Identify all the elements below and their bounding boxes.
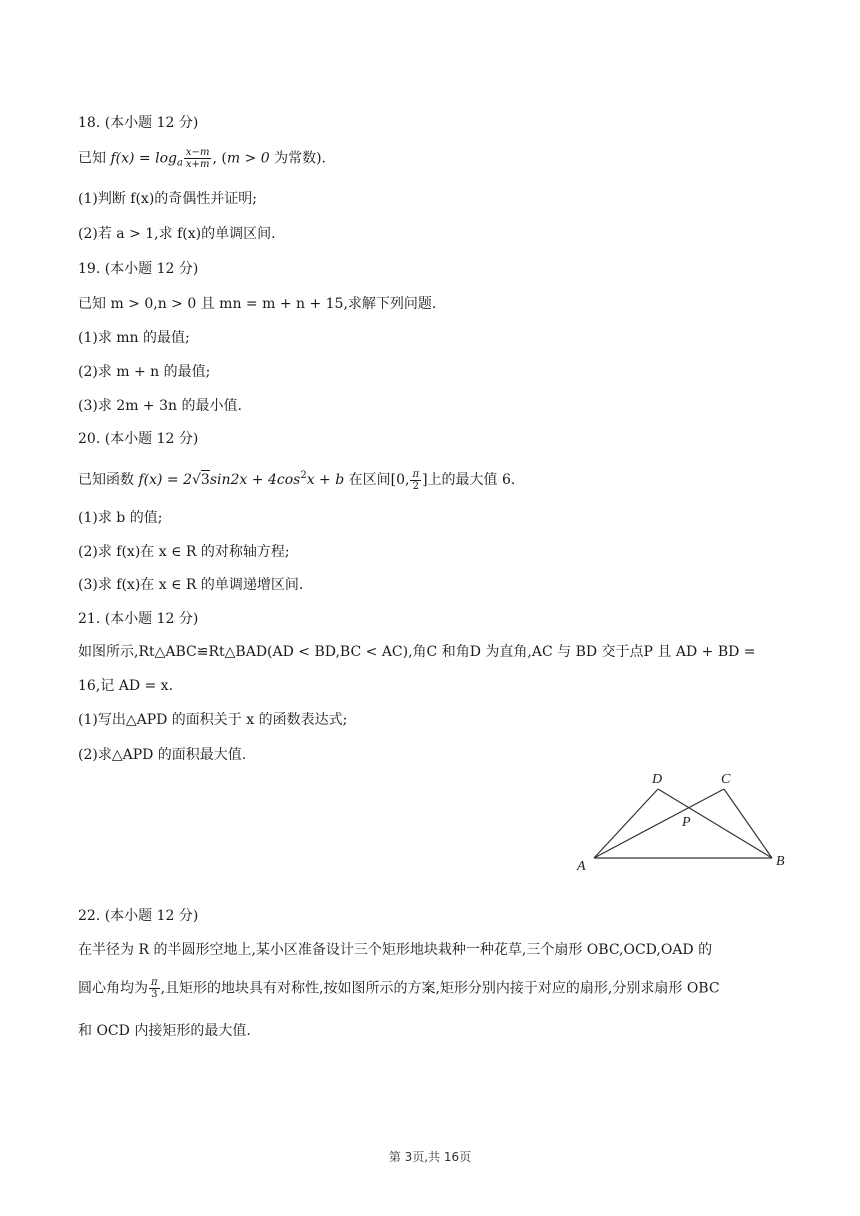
q18-part2: (2)若 a > 1,求 f(x)的单调区间. — [78, 226, 276, 242]
q21-triangle-svg — [570, 765, 795, 875]
q19-header: 19. (本小题 12 分) — [78, 261, 199, 277]
q22-statement-line3: 和 OCD 内接矩形的最大值. — [78, 1023, 251, 1039]
q20-header: 20. (本小题 12 分) — [78, 431, 199, 447]
q22-fraction-num: π — [151, 977, 158, 988]
q22-statement-line1: 在半径为 R 的半圆形空地上,某小区准备设计三个矩形地块栽种一种花草,三个扇形 OBC,OCD,OAD 的 — [78, 942, 713, 958]
label-B: B — [776, 854, 785, 869]
label-A: A — [577, 859, 586, 874]
line-DB — [658, 789, 772, 858]
q18-log-base: a — [176, 157, 183, 169]
q20-trig: sin2x + 4cos — [209, 472, 301, 488]
q22-header: 22. (本小题 12 分) — [78, 908, 199, 924]
q20-part3: (3)求 f(x)在 x ∈ R 的单调递增区间. — [78, 577, 304, 593]
q20-stmt-c: ]上的最大值 6. — [422, 472, 516, 488]
q20-rest: x + b — [306, 472, 345, 488]
q19-part1: (1)求 mn 的最值; — [78, 330, 190, 346]
page-footer: 第 3页,共 16页 — [388, 1150, 472, 1164]
q19-part3: (3)求 2m + 3n 的最小值. — [78, 398, 242, 414]
q21-part1: (1)写出△APD 的面积关于 x 的函数表达式; — [78, 712, 348, 728]
q18-statement — [78, 147, 326, 174]
q22-fraction-den: 3 — [151, 989, 158, 1000]
line-CB — [724, 789, 772, 858]
line-AD — [594, 789, 658, 858]
q20-sqrt-symbol: √ — [192, 472, 201, 488]
q20-fraction-den: 2 — [412, 480, 419, 492]
q21-statement-line1: 如图所示,Rt△ABC≌Rt△BAD(AD < BD,BC < AC),角C 和角D 为直角,AC 与 BD 交于点P 且 AD + BD = — [78, 644, 756, 660]
q20-function: f(x) = 2 — [138, 472, 192, 488]
q20-part2: (2)求 f(x)在 x ∈ R 的对称轴方程; — [78, 544, 290, 560]
q20-fraction-num: π — [412, 468, 420, 480]
q20-statement — [78, 466, 515, 492]
q20-part1: (1)求 b 的值; — [78, 510, 163, 526]
q18-stmt-a: 已知 — [78, 150, 111, 167]
q21-statement-line2: 16,记 AD = x. — [78, 678, 174, 694]
q18-header: 18. (本小题 12 分) — [78, 115, 199, 131]
q18-fraction — [184, 147, 212, 170]
q20-sqrt-arg: 3 — [200, 472, 210, 488]
q18-part1: (1)判断 f(x)的奇偶性并证明; — [78, 191, 257, 207]
q18-condition: m > 0 — [226, 150, 270, 167]
q18-function: f(x) = log — [110, 150, 177, 167]
q21-part2: (2)求△APD 的面积最大值. — [78, 747, 247, 763]
q18-fraction-den: x+m — [185, 159, 210, 170]
q19-part2: (2)求 m + n 的最值; — [78, 364, 211, 380]
q20-stmt-b: 在区间[0, — [344, 472, 410, 488]
line-AC — [594, 789, 724, 858]
label-P: P — [682, 815, 691, 830]
q20-stmt-a: 已知函数 — [78, 472, 139, 488]
q22-fraction — [149, 977, 160, 1000]
label-D: D — [652, 772, 663, 787]
q22-statement-line2 — [78, 977, 720, 1000]
q18-stmt-b: , ( — [212, 150, 227, 167]
q19-statement: 已知 m > 0,n > 0 且 mn = m + n + 15,求解下列问题. — [78, 296, 437, 312]
q18-stmt-c: 为常数). — [269, 150, 327, 167]
q22-stmt2-a: 圆心角均为 — [78, 980, 148, 997]
q21-triangle-figure — [570, 765, 795, 879]
q18-fraction-num: x−m — [185, 147, 210, 158]
q20-power: 2 — [300, 470, 307, 481]
q20-fraction — [410, 469, 421, 492]
label-C: C — [721, 772, 731, 787]
q21-header: 21. (本小题 12 分) — [78, 611, 199, 627]
q22-stmt2-b: ,且矩形的地块具有对称性,按如图所示的方案,矩形分别内接于对应的扇形,分别求扇形 OBC — [160, 980, 720, 997]
